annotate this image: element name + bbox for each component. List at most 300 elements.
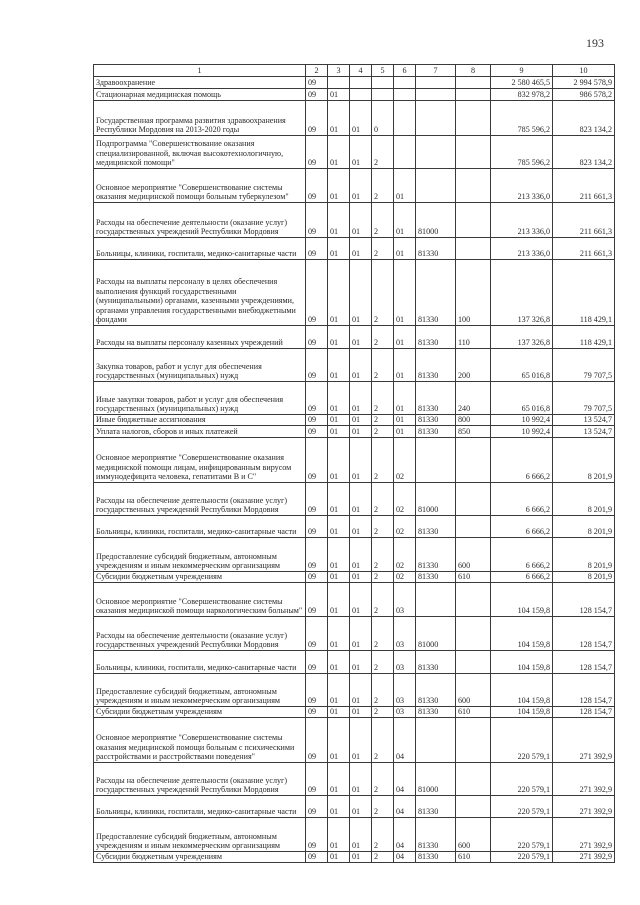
expense-type-cell (456, 617, 491, 651)
event-code-cell: 03 (394, 651, 416, 674)
amount-year2-cell: 271 392,9 (553, 796, 615, 818)
subsection-code-cell: 01 (328, 852, 350, 863)
event-code-cell: 04 (394, 796, 416, 818)
row-name-cell: Расходы на выплаты персоналу в целях обеспечения выполнения функций государственными (муниципальными) органами, казенными учреждениями, органами управления государственными внебюджетными фондами (94, 260, 306, 326)
subsection-code-cell: 01 (328, 438, 350, 483)
section-code-cell: 09 (306, 852, 328, 863)
amount-year1-cell: 785 596,2 (491, 136, 553, 169)
row-name-cell: Больницы, клиники, госпитали, медико-санитарные части (94, 651, 306, 674)
subprogram-code-cell: 2 (372, 707, 394, 718)
expense-type-cell (456, 651, 491, 674)
target-article-cell: 81000 (416, 203, 456, 238)
amount-year2-cell: 128 154,7 (553, 617, 615, 651)
row-name-cell: Больницы, клиники, госпитали, медико-санитарные части (94, 796, 306, 818)
section-code-cell: 09 (306, 617, 328, 651)
expense-type-cell (456, 483, 491, 516)
amount-year1-cell: 6 666,2 (491, 538, 553, 572)
subprogram-code-cell: 2 (372, 818, 394, 852)
event-code-cell: 04 (394, 763, 416, 796)
subprogram-code-cell: 2 (372, 483, 394, 516)
amount-year1-cell: 832 978,2 (491, 89, 553, 101)
event-code-cell: 01 (394, 203, 416, 238)
page-number: 193 (586, 36, 604, 50)
table-row (94, 483, 615, 516)
subprogram-code-cell: 2 (372, 426, 394, 438)
event-code-cell: 01 (394, 260, 416, 326)
table-row (94, 818, 615, 852)
budget-table (93, 64, 615, 863)
subprogram-code-cell: 2 (372, 516, 394, 538)
column-header: 1 (94, 65, 306, 77)
section-code-cell: 09 (306, 572, 328, 583)
subsection-code-cell: 01 (328, 583, 350, 617)
expense-type-cell (456, 203, 491, 238)
table-row (94, 718, 615, 763)
row-name-cell: Расходы на обеспечение деятельности (оказание услуг) государственных учреждений Республики Мордовия (94, 617, 306, 651)
target-article-cell: 81000 (416, 483, 456, 516)
subprogram-code-cell: 0 (372, 101, 394, 136)
subsection-code-cell: 01 (328, 538, 350, 572)
table-header-row (94, 65, 615, 77)
row-name-cell: Субсидии бюджетным учреждениям (94, 707, 306, 718)
section-code-cell: 09 (306, 651, 328, 674)
program-code-cell: 01 (350, 617, 372, 651)
event-code-cell: 01 (394, 349, 416, 382)
event-code-cell: 03 (394, 674, 416, 707)
amount-year1-cell: 213 336,0 (491, 203, 553, 238)
target-article-cell: 81000 (416, 763, 456, 796)
expense-type-cell (456, 136, 491, 169)
target-article-cell: 81330 (416, 426, 456, 438)
target-article-cell (416, 101, 456, 136)
subsection-code-cell: 01 (328, 101, 350, 136)
program-code-cell: 01 (350, 101, 372, 136)
table-row (94, 617, 615, 651)
amount-year2-cell: 8 201,9 (553, 516, 615, 538)
table-row (94, 77, 615, 89)
amount-year2-cell: 986 578,2 (553, 89, 615, 101)
subprogram-code-cell: 2 (372, 349, 394, 382)
subsection-code-cell: 01 (328, 89, 350, 101)
program-code-cell: 01 (350, 651, 372, 674)
program-code-cell: 01 (350, 516, 372, 538)
section-code-cell: 09 (306, 718, 328, 763)
row-name-cell: Основное мероприятие "Совершенствование системы оказания медицинской помощи больным туберкулезом" (94, 169, 306, 203)
section-code-cell: 09 (306, 583, 328, 617)
target-article-cell: 81330 (416, 818, 456, 852)
target-article-cell (416, 169, 456, 203)
program-code-cell: 01 (350, 852, 372, 863)
target-article-cell: 81330 (416, 382, 456, 415)
table-row (94, 382, 615, 415)
event-code-cell: 01 (394, 426, 416, 438)
amount-year1-cell: 213 336,0 (491, 238, 553, 260)
event-code-cell: 02 (394, 438, 416, 483)
amount-year1-cell: 6 666,2 (491, 516, 553, 538)
section-code-cell: 09 (306, 382, 328, 415)
program-code-cell: 01 (350, 169, 372, 203)
column-header: 10 (553, 65, 615, 77)
column-header: 8 (456, 65, 491, 77)
table-row (94, 426, 615, 438)
amount-year1-cell: 2 580 465,5 (491, 77, 553, 89)
section-code-cell: 09 (306, 674, 328, 707)
section-code-cell: 09 (306, 415, 328, 426)
target-article-cell: 81000 (416, 617, 456, 651)
row-name-cell: Предоставление субсидий бюджетным, автономным учреждениям и иным некоммерческим организациям (94, 674, 306, 707)
target-article-cell (416, 77, 456, 89)
subprogram-code-cell: 2 (372, 169, 394, 203)
amount-year2-cell: 128 154,7 (553, 674, 615, 707)
event-code-cell: 01 (394, 382, 416, 415)
expense-type-cell: 100 (456, 260, 491, 326)
table-row (94, 572, 615, 583)
amount-year2-cell: 271 392,9 (553, 763, 615, 796)
row-name-cell: Субсидии бюджетным учреждениям (94, 572, 306, 583)
amount-year2-cell: 118 429,1 (553, 260, 615, 326)
amount-year2-cell: 79 707,5 (553, 382, 615, 415)
event-code-cell (394, 77, 416, 89)
expense-type-cell: 800 (456, 415, 491, 426)
section-code-cell: 09 (306, 238, 328, 260)
target-article-cell: 81330 (416, 651, 456, 674)
row-name-cell: Иные бюджетные ассигнования (94, 415, 306, 426)
expense-type-cell (456, 516, 491, 538)
program-code-cell: 01 (350, 260, 372, 326)
expense-type-cell: 610 (456, 852, 491, 863)
table-row (94, 796, 615, 818)
target-article-cell: 81330 (416, 572, 456, 583)
program-code-cell: 01 (350, 438, 372, 483)
program-code-cell: 01 (350, 538, 372, 572)
subprogram-code-cell (372, 89, 394, 101)
expense-type-cell (456, 77, 491, 89)
program-code-cell: 01 (350, 718, 372, 763)
expense-type-cell: 240 (456, 382, 491, 415)
program-code-cell: 01 (350, 583, 372, 617)
row-name-cell: Здравоохранение (94, 77, 306, 89)
table-row (94, 136, 615, 169)
program-code-cell (350, 77, 372, 89)
target-article-cell: 81330 (416, 796, 456, 818)
row-name-cell: Подпрограмма "Совершенствование оказания специализированной, включая высокотехнологичную, медицинской помощи" (94, 136, 306, 169)
expense-type-cell: 610 (456, 572, 491, 583)
amount-year1-cell: 220 579,1 (491, 818, 553, 852)
target-article-cell (416, 718, 456, 763)
subsection-code-cell: 01 (328, 426, 350, 438)
subsection-code-cell: 01 (328, 326, 350, 349)
expense-type-cell (456, 169, 491, 203)
subsection-code-cell: 01 (328, 617, 350, 651)
section-code-cell: 09 (306, 426, 328, 438)
amount-year1-cell: 220 579,1 (491, 763, 553, 796)
program-code-cell: 01 (350, 426, 372, 438)
target-article-cell: 81330 (416, 852, 456, 863)
amount-year1-cell: 10 992,4 (491, 415, 553, 426)
table-row (94, 238, 615, 260)
table-row (94, 169, 615, 203)
table-row (94, 203, 615, 238)
program-code-cell: 01 (350, 707, 372, 718)
amount-year1-cell: 104 159,8 (491, 583, 553, 617)
target-article-cell (416, 136, 456, 169)
target-article-cell: 81330 (416, 349, 456, 382)
target-article-cell: 81330 (416, 707, 456, 718)
amount-year1-cell: 137 326,8 (491, 260, 553, 326)
column-header: 5 (372, 65, 394, 77)
section-code-cell: 09 (306, 136, 328, 169)
program-code-cell: 01 (350, 203, 372, 238)
amount-year2-cell: 8 201,9 (553, 483, 615, 516)
amount-year2-cell: 2 994 578,9 (553, 77, 615, 89)
table-row (94, 326, 615, 349)
expense-type-cell: 200 (456, 349, 491, 382)
section-code-cell: 09 (306, 77, 328, 89)
row-name-cell: Иные закупки товаров, работ и услуг для обеспечения государственных (муниципальных) нужд (94, 382, 306, 415)
subsection-code-cell: 01 (328, 763, 350, 796)
event-code-cell: 01 (394, 169, 416, 203)
column-header: 4 (350, 65, 372, 77)
table-row (94, 438, 615, 483)
amount-year2-cell: 8 201,9 (553, 538, 615, 572)
subsection-code-cell: 01 (328, 203, 350, 238)
section-code-cell: 09 (306, 203, 328, 238)
event-code-cell: 04 (394, 852, 416, 863)
amount-year1-cell: 6 666,2 (491, 572, 553, 583)
subprogram-code-cell: 2 (372, 382, 394, 415)
row-name-cell: Больницы, клиники, госпитали, медико-санитарные части (94, 516, 306, 538)
row-name-cell: Основное мероприятие "Совершенствование оказания медицинской помощи лицам, инфицированным вирусом иммунодефицита человека, гепатитами В и С" (94, 438, 306, 483)
event-code-cell: 02 (394, 483, 416, 516)
table-row (94, 763, 615, 796)
amount-year2-cell: 13 524,7 (553, 426, 615, 438)
amount-year2-cell: 271 392,9 (553, 852, 615, 863)
row-name-cell: Основное мероприятие "Совершенствование системы оказания медицинской помощи больным с психическими расстройствами и расстройствами поведения" (94, 718, 306, 763)
table-row (94, 415, 615, 426)
row-name-cell: Предоставление субсидий бюджетным, автономным учреждениям и иным некоммерческим организациям (94, 818, 306, 852)
subsection-code-cell: 01 (328, 796, 350, 818)
section-code-cell: 09 (306, 101, 328, 136)
table-row (94, 260, 615, 326)
amount-year2-cell: 823 134,2 (553, 101, 615, 136)
expense-type-cell (456, 438, 491, 483)
section-code-cell: 09 (306, 326, 328, 349)
amount-year2-cell: 8 201,9 (553, 438, 615, 483)
amount-year2-cell: 79 707,5 (553, 349, 615, 382)
subsection-code-cell: 01 (328, 707, 350, 718)
row-name-cell: Предоставление субсидий бюджетным, автономным учреждениям и иным некоммерческим организациям (94, 538, 306, 572)
subprogram-code-cell: 2 (372, 572, 394, 583)
expense-type-cell: 600 (456, 818, 491, 852)
table-row (94, 538, 615, 572)
section-code-cell: 09 (306, 538, 328, 572)
expense-type-cell: 600 (456, 538, 491, 572)
table-row (94, 852, 615, 863)
event-code-cell: 02 (394, 538, 416, 572)
amount-year1-cell: 65 016,8 (491, 349, 553, 382)
amount-year2-cell: 211 661,3 (553, 203, 615, 238)
program-code-cell: 01 (350, 483, 372, 516)
program-code-cell: 01 (350, 818, 372, 852)
amount-year1-cell: 220 579,1 (491, 718, 553, 763)
amount-year1-cell: 6 666,2 (491, 483, 553, 516)
amount-year1-cell: 220 579,1 (491, 852, 553, 863)
subprogram-code-cell (372, 77, 394, 89)
subsection-code-cell: 01 (328, 651, 350, 674)
amount-year1-cell: 104 159,8 (491, 707, 553, 718)
subprogram-code-cell: 2 (372, 852, 394, 863)
row-name-cell: Больницы, клиники, госпитали, медико-санитарные части (94, 238, 306, 260)
table-row (94, 516, 615, 538)
event-code-cell: 03 (394, 583, 416, 617)
subprogram-code-cell: 2 (372, 583, 394, 617)
event-code-cell: 03 (394, 617, 416, 651)
row-name-cell: Расходы на обеспечение деятельности (оказание услуг) государственных учреждений Республики Мордовия (94, 203, 306, 238)
target-article-cell: 81330 (416, 674, 456, 707)
program-code-cell (350, 89, 372, 101)
event-code-cell: 03 (394, 707, 416, 718)
subsection-code-cell: 01 (328, 382, 350, 415)
subsection-code-cell: 01 (328, 238, 350, 260)
row-name-cell: Закупка товаров, работ и услуг для обеспечения государственных (муниципальных) нужд (94, 349, 306, 382)
section-code-cell: 09 (306, 516, 328, 538)
amount-year2-cell: 271 392,9 (553, 718, 615, 763)
program-code-cell: 01 (350, 382, 372, 415)
amount-year1-cell: 220 579,1 (491, 796, 553, 818)
table-row (94, 707, 615, 718)
subsection-code-cell: 01 (328, 818, 350, 852)
program-code-cell: 01 (350, 674, 372, 707)
section-code-cell: 09 (306, 169, 328, 203)
subprogram-code-cell: 2 (372, 617, 394, 651)
expense-type-cell (456, 89, 491, 101)
target-article-cell (416, 89, 456, 101)
expense-type-cell: 600 (456, 674, 491, 707)
subprogram-code-cell: 2 (372, 438, 394, 483)
subprogram-code-cell: 2 (372, 203, 394, 238)
target-article-cell: 81330 (416, 538, 456, 572)
column-header: 9 (491, 65, 553, 77)
table-row (94, 674, 615, 707)
subprogram-code-cell: 2 (372, 238, 394, 260)
column-header: 2 (306, 65, 328, 77)
expense-type-cell (456, 583, 491, 617)
amount-year1-cell: 104 159,8 (491, 617, 553, 651)
subsection-code-cell (328, 77, 350, 89)
row-name-cell: Стационарная медицинская помощь (94, 89, 306, 101)
target-article-cell: 81330 (416, 516, 456, 538)
amount-year2-cell: 823 134,2 (553, 136, 615, 169)
amount-year2-cell: 211 661,3 (553, 238, 615, 260)
subprogram-code-cell: 2 (372, 136, 394, 169)
section-code-cell: 09 (306, 707, 328, 718)
expense-type-cell: 850 (456, 426, 491, 438)
row-name-cell: Расходы на выплаты персоналу казенных учреждений (94, 326, 306, 349)
subsection-code-cell: 01 (328, 516, 350, 538)
table-row (94, 89, 615, 101)
subprogram-code-cell: 2 (372, 326, 394, 349)
table-row (94, 651, 615, 674)
subprogram-code-cell: 2 (372, 718, 394, 763)
expense-type-cell (456, 796, 491, 818)
event-code-cell: 04 (394, 718, 416, 763)
row-name-cell: Расходы на обеспечение деятельности (оказание услуг) государственных учреждений Республики Мордовия (94, 483, 306, 516)
subprogram-code-cell: 2 (372, 538, 394, 572)
row-name-cell: Расходы на обеспечение деятельности (оказание услуг) государственных учреждений Республики Мордовия (94, 763, 306, 796)
program-code-cell: 01 (350, 796, 372, 818)
amount-year2-cell: 128 154,7 (553, 583, 615, 617)
column-header: 3 (328, 65, 350, 77)
table-row (94, 349, 615, 382)
amount-year1-cell: 213 336,0 (491, 169, 553, 203)
column-header: 6 (394, 65, 416, 77)
subsection-code-cell: 01 (328, 718, 350, 763)
row-name-cell: Основное мероприятие "Совершенствование системы оказания медицинской помощи наркологическим больным" (94, 583, 306, 617)
program-code-cell: 01 (350, 572, 372, 583)
amount-year2-cell: 13 524,7 (553, 415, 615, 426)
table-body (94, 77, 615, 863)
target-article-cell: 81330 (416, 326, 456, 349)
amount-year2-cell: 128 154,7 (553, 651, 615, 674)
target-article-cell (416, 583, 456, 617)
section-code-cell: 09 (306, 349, 328, 382)
subsection-code-cell: 01 (328, 169, 350, 203)
program-code-cell: 01 (350, 238, 372, 260)
event-code-cell: 01 (394, 415, 416, 426)
section-code-cell: 09 (306, 483, 328, 516)
row-name-cell: Уплата налогов, сборов и иных платежей (94, 426, 306, 438)
column-header: 7 (416, 65, 456, 77)
amount-year2-cell: 128 154,7 (553, 707, 615, 718)
subsection-code-cell: 01 (328, 572, 350, 583)
target-article-cell: 81330 (416, 415, 456, 426)
subprogram-code-cell: 2 (372, 260, 394, 326)
program-code-cell: 01 (350, 763, 372, 796)
amount-year1-cell: 104 159,8 (491, 651, 553, 674)
subprogram-code-cell: 2 (372, 796, 394, 818)
target-article-cell: 81330 (416, 260, 456, 326)
event-code-cell: 01 (394, 238, 416, 260)
amount-year2-cell: 211 661,3 (553, 169, 615, 203)
amount-year2-cell: 8 201,9 (553, 572, 615, 583)
amount-year2-cell: 118 429,1 (553, 326, 615, 349)
expense-type-cell: 110 (456, 326, 491, 349)
amount-year2-cell: 271 392,9 (553, 818, 615, 852)
subprogram-code-cell: 2 (372, 763, 394, 796)
event-code-cell: 04 (394, 818, 416, 852)
target-article-cell (416, 438, 456, 483)
subprogram-code-cell: 2 (372, 674, 394, 707)
subsection-code-cell: 01 (328, 260, 350, 326)
expense-type-cell (456, 101, 491, 136)
target-article-cell: 81330 (416, 238, 456, 260)
subsection-code-cell: 01 (328, 136, 350, 169)
program-code-cell: 01 (350, 136, 372, 169)
section-code-cell: 09 (306, 260, 328, 326)
expense-type-cell (456, 718, 491, 763)
expense-type-cell: 610 (456, 707, 491, 718)
program-code-cell: 01 (350, 326, 372, 349)
program-code-cell: 01 (350, 415, 372, 426)
expense-type-cell (456, 763, 491, 796)
row-name-cell: Субсидии бюджетным учреждениям (94, 852, 306, 863)
section-code-cell: 09 (306, 89, 328, 101)
row-name-cell: Государственная программа развития здравоохранения Республики Мордовия на 2013-2020 годы (94, 101, 306, 136)
subprogram-code-cell: 2 (372, 415, 394, 426)
subsection-code-cell: 01 (328, 415, 350, 426)
subprogram-code-cell: 2 (372, 651, 394, 674)
event-code-cell (394, 101, 416, 136)
